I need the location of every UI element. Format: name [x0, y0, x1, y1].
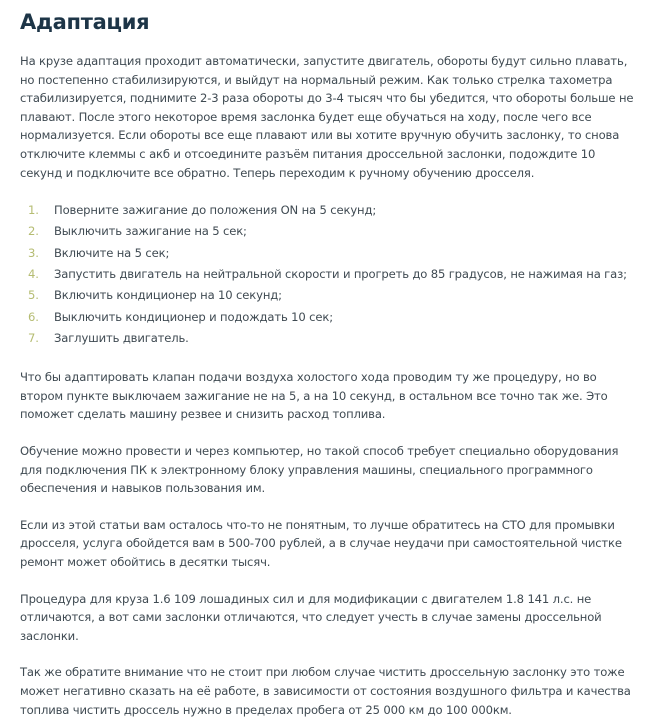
steps-list: [20, 200, 636, 349]
list-number: 6.: [28, 309, 39, 324]
list-number: 4.: [28, 267, 39, 282]
intro-paragraph: На крузе адаптация проходит автоматически, запустите двигатель, обороты будут сильно плавать, но постепенно стабилизируются, и выйдут на нормальный режим. Как только стрелка тахометра стабилизируется, поднимите 2-3 раза обороты до 3-4 тысяч что бы убедится, что обороты больше не плавают. После этого некоторое время заслонка будет еще обучаться на ходу, после чего все нормализуется. Если обороты все еще плавают или вы хотите вручную обучить заслонку, то снова отключите клеммы с акб и отсоедините разъём питания дроссельной заслонки, подождите 10 секунд и подключите все обратно. Теперь переходим к ручному обучению дросселя.: [20, 54, 634, 180]
list-number: 7.: [28, 330, 39, 345]
list-item: [28, 200, 636, 221]
list-item-text: Выключить кондиционер и подождать 10 сек;: [54, 309, 333, 324]
section-heading: Адаптация: [20, 10, 150, 34]
list-item-text: Включить кондиционер на 10 секунд;: [54, 288, 282, 303]
list-number: 5.: [28, 288, 39, 303]
cleaning-interval-paragraph: Так же обратите внимание что не стоит при любом случае чистить дроссельную заслонку это тоже может негативно сказать на её работе, в зависимости от состояния воздушного фильтра и качества топлива чистить дроссель нужно в пределах пробега от 25 000 км до 100 000км.: [20, 665, 631, 717]
list-item: [28, 328, 636, 349]
idle-valve-paragraph: Что бы адаптировать клапан подачи воздуха холостого хода проводим ту же процедуру, но во втором пункте выключаем зажигание не на 5, а на 10 секунд, в остальном все точно так же. Это поможет сделать машину резвее и снизить расход топлива.: [20, 370, 608, 422]
list-item: [28, 221, 636, 242]
list-number: 1.: [28, 203, 39, 218]
list-item-text: Поверните зажигание до положения ON на 5 секунд;: [54, 203, 377, 218]
service-station-paragraph: Если из этой статьи вам осталось что-то не понятным, то лучше обратитесь на СТО для промывки дросселя, услуга обойдется вам в 500-700 рублей, а в случае неудачи при самостоятельной чистке ремонт может обойтись в десятки тысяч.: [20, 517, 622, 569]
list-item-text: Выключить зажигание на 5 сек;: [54, 224, 247, 239]
list-item: [28, 285, 636, 306]
list-item-text: Заглушить двигатель.: [54, 330, 189, 345]
list-item-text: Запустить двигатель на нейтральной скорости и прогреть до 85 градусов, не нажимая на газ;: [54, 267, 627, 282]
list-item: [28, 264, 636, 285]
list-number: 3.: [28, 245, 39, 260]
list-item-text: Включите на 5 сек;: [54, 245, 170, 260]
list-number: 2.: [28, 224, 39, 239]
engine-modification-paragraph: Процедура для круза 1.6 109 лошадиных сил и для модификации с двигателем 1.8 141 л.с. не отличаются, а вот сами заслонки отличаются, что следует учесть в случае замены дроссельной заслонки.: [20, 591, 602, 643]
list-item: [28, 243, 636, 264]
list-item: [28, 307, 636, 328]
computer-learning-paragraph: Обучение можно провести и через компьютер, но такой способ требует специально оборудования для подключения ПК к электронному блоку управления машины, специального программного обеспечения и навыков пользования им.: [20, 444, 619, 496]
